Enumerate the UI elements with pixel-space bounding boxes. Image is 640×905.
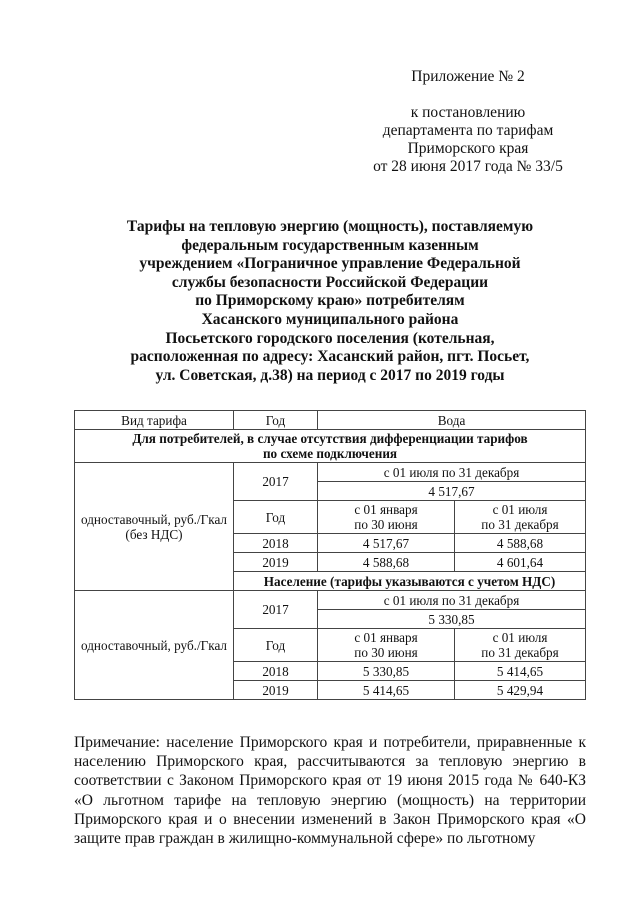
header-water: Вода	[318, 411, 586, 430]
value-cell: 4 601,64	[455, 553, 586, 572]
appendix-line: департамента по тарифам	[382, 122, 554, 139]
value-cell: 4 588,68	[455, 534, 586, 553]
appendix-header	[330, 68, 606, 176]
period-line: с 01 июля	[492, 630, 548, 645]
appendix-line: от 28 июня 2017 года № 33/5	[373, 158, 563, 175]
section-title-row	[75, 430, 586, 463]
tariff-table	[74, 410, 586, 700]
value-cell: 4 517,67	[318, 534, 455, 553]
sub-header-period-1	[318, 629, 455, 662]
sub-header-period-2	[455, 501, 586, 534]
period-line: по 30 июня	[354, 645, 418, 660]
tariff-type-cell: одноставочный, руб./Гкал	[75, 591, 234, 700]
title-line: расположенная по адресу: Хасанский район, пгт. Посьет,	[130, 348, 530, 366]
year-cell: 2017	[234, 591, 318, 629]
title-line: ул. Советская, д.38) на период с 2017 по 2019 годы	[155, 366, 505, 384]
appendix-line: Приморского края	[407, 140, 529, 157]
title-line: Посьетского городского поселения (котельная,	[165, 329, 495, 347]
value-cell: 5 330,85	[318, 610, 586, 629]
appendix-line: к постановлению	[410, 104, 526, 121]
section-title-line: по схеме подключения	[262, 446, 398, 461]
sub-header-period-1	[318, 501, 455, 534]
title-line: Хасанского муниципального района	[201, 310, 459, 328]
title-line: Тарифы на тепловую энергию (мощность), поставляемую	[126, 218, 534, 235]
period-line: с 01 июля	[492, 502, 548, 517]
value-cell: 5 414,65	[455, 662, 586, 681]
value-cell: 5 414,65	[318, 681, 455, 700]
value-cell: 5 330,85	[318, 662, 455, 681]
section-title: Население (тарифы указываются с учетом НДС)	[234, 572, 586, 591]
sub-header-year: Год	[234, 629, 318, 662]
year-cell: 2019	[234, 553, 318, 572]
value-cell: 4 517,67	[318, 482, 586, 501]
period-cell: с 01 июля по 31 декабря	[318, 463, 586, 482]
note-paragraph: Примечание: население Приморского края и потребители, приравненные к населению Приморского края, рассчитываются за тепловую энергию в соответствии с Законом Приморского края от 19 июня 2015 года № 640-КЗ «О льготном тарифе на тепловую энергию (мощность) на территории Приморского края и о внесении изменений в Закон Приморского края «О защите прав граждан в жилищно-коммунальной сфере» по льготному	[74, 734, 586, 848]
year-cell: 2018	[234, 534, 318, 553]
title-line: учреждением «Пограничное управление Федеральной	[139, 255, 521, 273]
tariff-type-line: одноставочный, руб./Гкал	[80, 511, 227, 527]
table-row	[75, 463, 586, 482]
period-line: по 31 декабря	[481, 645, 559, 660]
year-cell: 2019	[234, 681, 318, 700]
title-line: федеральным государственным казенным	[181, 236, 479, 254]
header-year: Год	[234, 411, 318, 430]
section-title	[75, 430, 586, 463]
header-tariff-type: Вид тарифа	[75, 411, 234, 430]
year-cell: 2017	[234, 463, 318, 501]
period-line: по 30 июня	[354, 517, 418, 532]
value-cell: 5 429,94	[455, 681, 586, 700]
section-title-line: Для потребителей, в случае отсутствия дифференциации тарифов	[132, 431, 528, 446]
period-line: по 31 декабря	[481, 517, 559, 532]
title-line: по Приморскому краю» потребителям	[195, 292, 465, 310]
period-line: с 01 января	[354, 630, 418, 645]
tariff-type-line: (без НДС)	[125, 526, 183, 542]
table-header-row	[75, 411, 586, 430]
value-cell: 4 588,68	[318, 553, 455, 572]
year-cell: 2018	[234, 662, 318, 681]
period-line: с 01 января	[354, 502, 418, 517]
appendix-number: Приложение № 2	[411, 68, 525, 85]
sub-header-period-2	[455, 629, 586, 662]
period-cell: с 01 июля по 31 декабря	[318, 591, 586, 610]
document-title	[120, 218, 540, 385]
table-row	[75, 591, 586, 610]
sub-header-year: Год	[234, 501, 318, 534]
tariff-type-cell	[75, 463, 234, 591]
title-line: службы безопасности Российской Федерации	[171, 273, 489, 291]
